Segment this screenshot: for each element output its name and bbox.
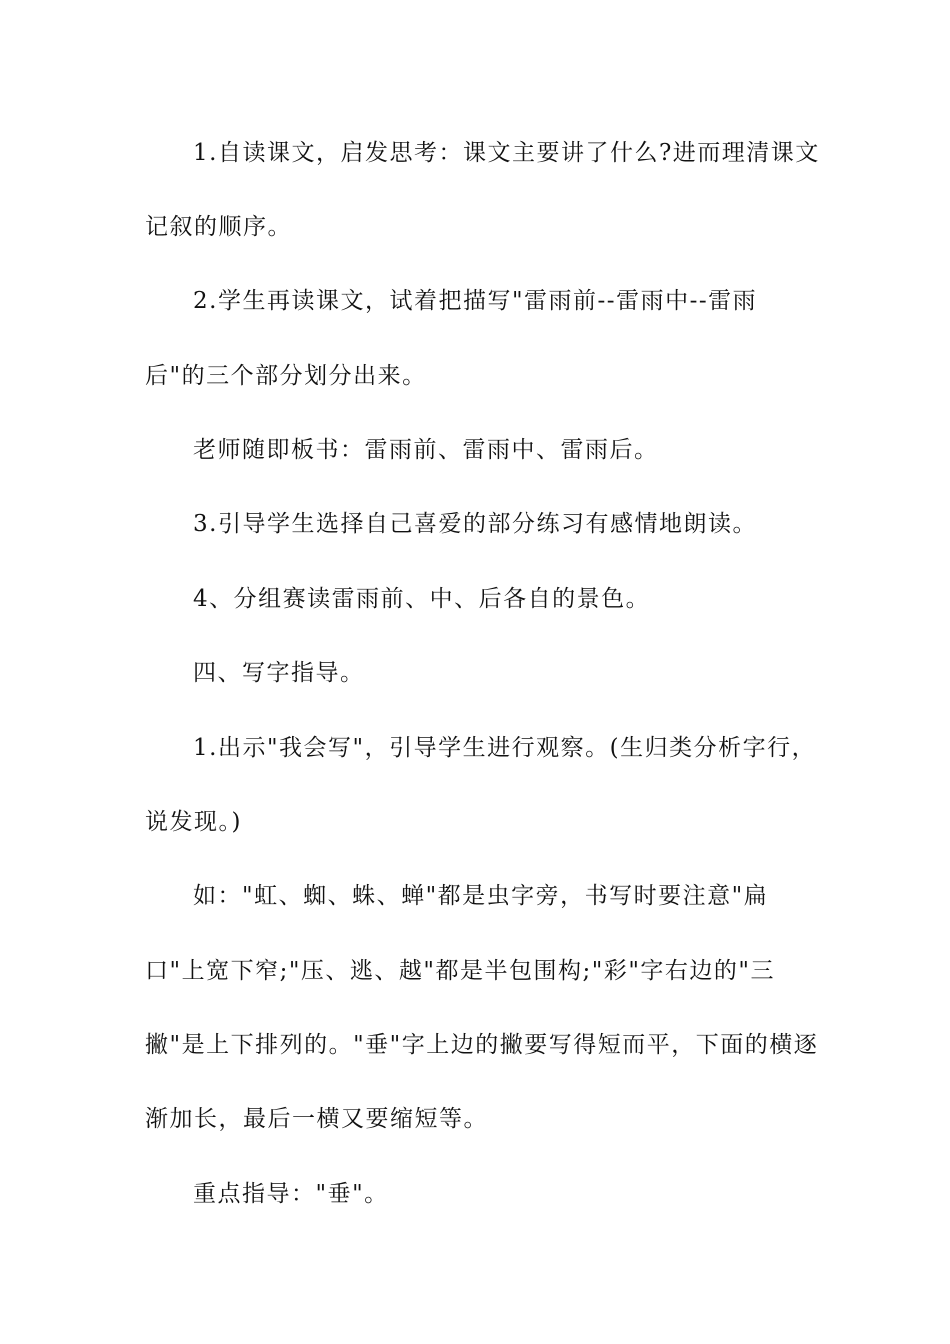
paragraph-line: 记叙的顺序。 (145, 214, 292, 240)
section-heading: 四、写字指导。 (193, 660, 365, 686)
paragraph-line: 口"上宽下窄;"压、逃、越"都是半包围构;"彩"字右边的"三 (145, 958, 775, 984)
paragraph-line: 老师随即板书：雷雨前、雷雨中、雷雨后。 (193, 437, 659, 463)
paragraph-line: 4、分组赛读雷雨前、中、后各自的景色。 (193, 586, 651, 612)
paragraph-line: 2.学生再读课文，试着把描写"雷雨前--雷雨中--雷雨 (193, 288, 758, 314)
paragraph-line: 1.自读课文，启发思考：课文主要讲了什么?进而理清课文 (193, 140, 820, 166)
paragraph-line: 后"的三个部分划分出来。 (145, 363, 427, 389)
paragraph-line: 如："虹、蜘、蛛、蝉"都是虫字旁，书写时要注意"扁 (193, 883, 769, 909)
paragraph-line: 说发现。) (145, 809, 242, 835)
paragraph-line: 1.出示"我会写"，引导学生进行观察。(生归类分析字行， (193, 735, 817, 761)
paragraph-line: 撇"是上下排列的。"垂"字上边的撇要写得短而平，下面的横逐 (145, 1032, 819, 1058)
paragraph-line: 重点指导："垂"。 (193, 1181, 389, 1207)
paragraph-line: 渐加长，最后一横又要缩短等。 (145, 1106, 488, 1132)
paragraph-line: 3.引导学生选择自己喜爱的部分练习有感情地朗读。 (193, 511, 757, 537)
